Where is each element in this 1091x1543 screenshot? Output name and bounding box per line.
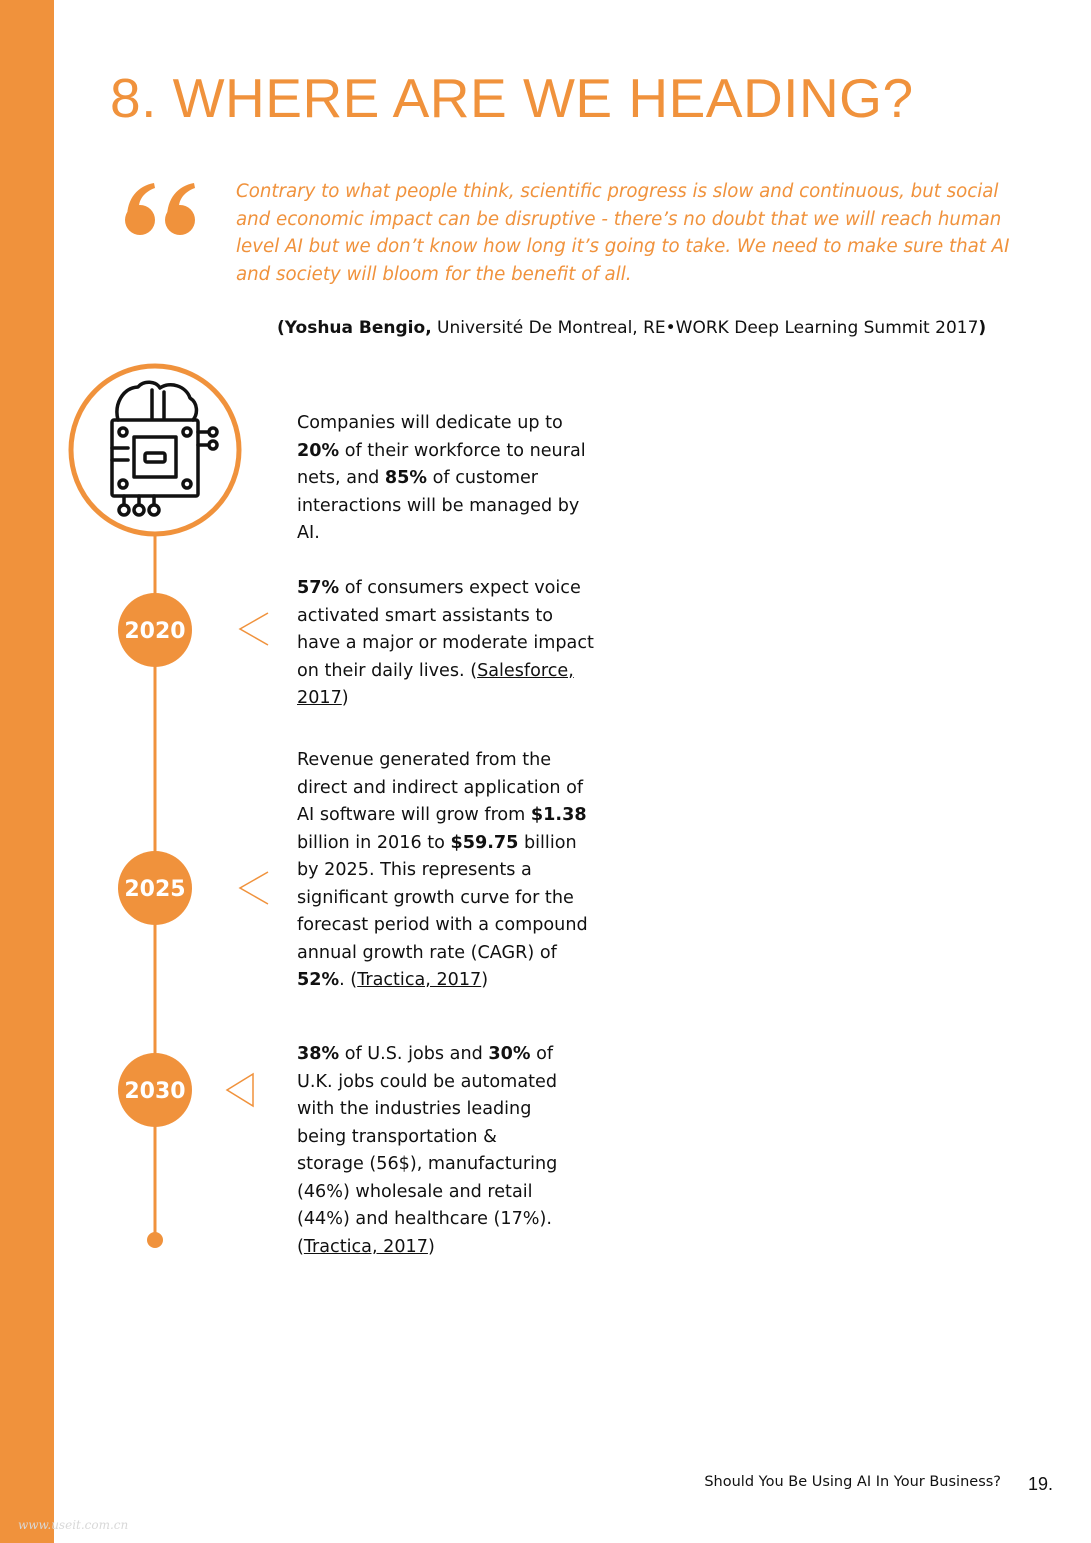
- text: of consumers expect voice activated smart assistants to have a major or moderate impact on their daily lives. (: [297, 578, 594, 681]
- quote-attribution: [277, 316, 1047, 340]
- text: of U.K. jobs could be automated with the industries leading being transportation & storage (56$), manufacturing (46%) wholesale and retail (44%) and healthcare (17%). (: [297, 1044, 558, 1257]
- chevron-left-icon: [240, 613, 268, 645]
- triangle-left-icon: [227, 1074, 253, 1106]
- attribution-open-paren: (: [277, 318, 285, 338]
- page-title: 8. WHERE ARE WE HEADING?: [110, 67, 914, 129]
- year-label: 2025: [124, 877, 186, 902]
- timeline-end-dot: [147, 1232, 163, 1248]
- page-number: 19.: [1028, 1474, 1054, 1494]
- watermark: www.useit.com.cn: [18, 1518, 129, 1532]
- text: ): [427, 1236, 435, 1257]
- chevron-left-icon: [240, 872, 268, 904]
- text: billion in 2016 to: [297, 832, 451, 853]
- stat-value: 20%: [297, 440, 340, 461]
- attribution-author: Yoshua Bengio,: [284, 318, 432, 338]
- source-link[interactable]: Salesforce, 2017: [297, 660, 574, 708]
- year-marker-2030: [118, 1053, 192, 1127]
- text: of U.S. jobs and: [339, 1044, 489, 1064]
- attribution-close-paren: ): [978, 318, 987, 338]
- stat-value: 30%: [488, 1044, 531, 1064]
- stat-value: 57%: [297, 578, 340, 598]
- footer-title: Should You Be Using AI In Your Business?: [704, 1474, 1001, 1490]
- text: ): [341, 688, 349, 708]
- stat-value: 38%: [297, 1044, 340, 1064]
- text: billion by 2025. This represents a significant growth curve for the forecast period with a compound annual growth rate (CAGR) of: [297, 832, 588, 963]
- timeline-text-block-1: [297, 410, 597, 548]
- stat-value: 52%: [297, 970, 340, 990]
- source-link[interactable]: Tractica, 2017: [357, 970, 482, 990]
- ai-chip-brain-icon: [71, 366, 239, 534]
- source-link[interactable]: Tractica, 2017: [303, 1236, 428, 1257]
- stat-value: $59.75: [450, 832, 519, 853]
- text: . (: [339, 970, 358, 990]
- text: Companies will dedicate up to: [297, 413, 563, 433]
- stat-value: $1.38: [530, 805, 587, 825]
- year-marker-2025: [118, 851, 192, 925]
- attribution-source: Université De Montreal, RE•WORK Deep Learning Summit 2017: [431, 318, 979, 338]
- timeline: [0, 0, 300, 1300]
- timeline-text-block-3: [297, 747, 597, 995]
- text: Revenue generated from the direct and indirect application of AI software will grow from: [297, 750, 584, 825]
- year-label: 2030: [124, 1079, 186, 1104]
- text: of their workforce to neural nets, and: [297, 440, 586, 488]
- timeline-text-block-2: [297, 575, 597, 713]
- text: ): [481, 970, 489, 990]
- quote-text: Contrary to what people think, scientific progress is slow and continuous, but social and economic impact can be disruptive - there’s no doubt that we will reach human level AI but we don’t know how long it’s going to take. We need to make sure that AI and society will bloom for the benefit of all.: [236, 181, 1010, 285]
- stat-value: 85%: [384, 468, 428, 488]
- year-marker-2020: [118, 593, 192, 667]
- text: of customer interactions will be managed by AI.: [297, 468, 580, 543]
- year-label: 2020: [124, 619, 186, 644]
- timeline-text-block-4: [297, 1041, 567, 1261]
